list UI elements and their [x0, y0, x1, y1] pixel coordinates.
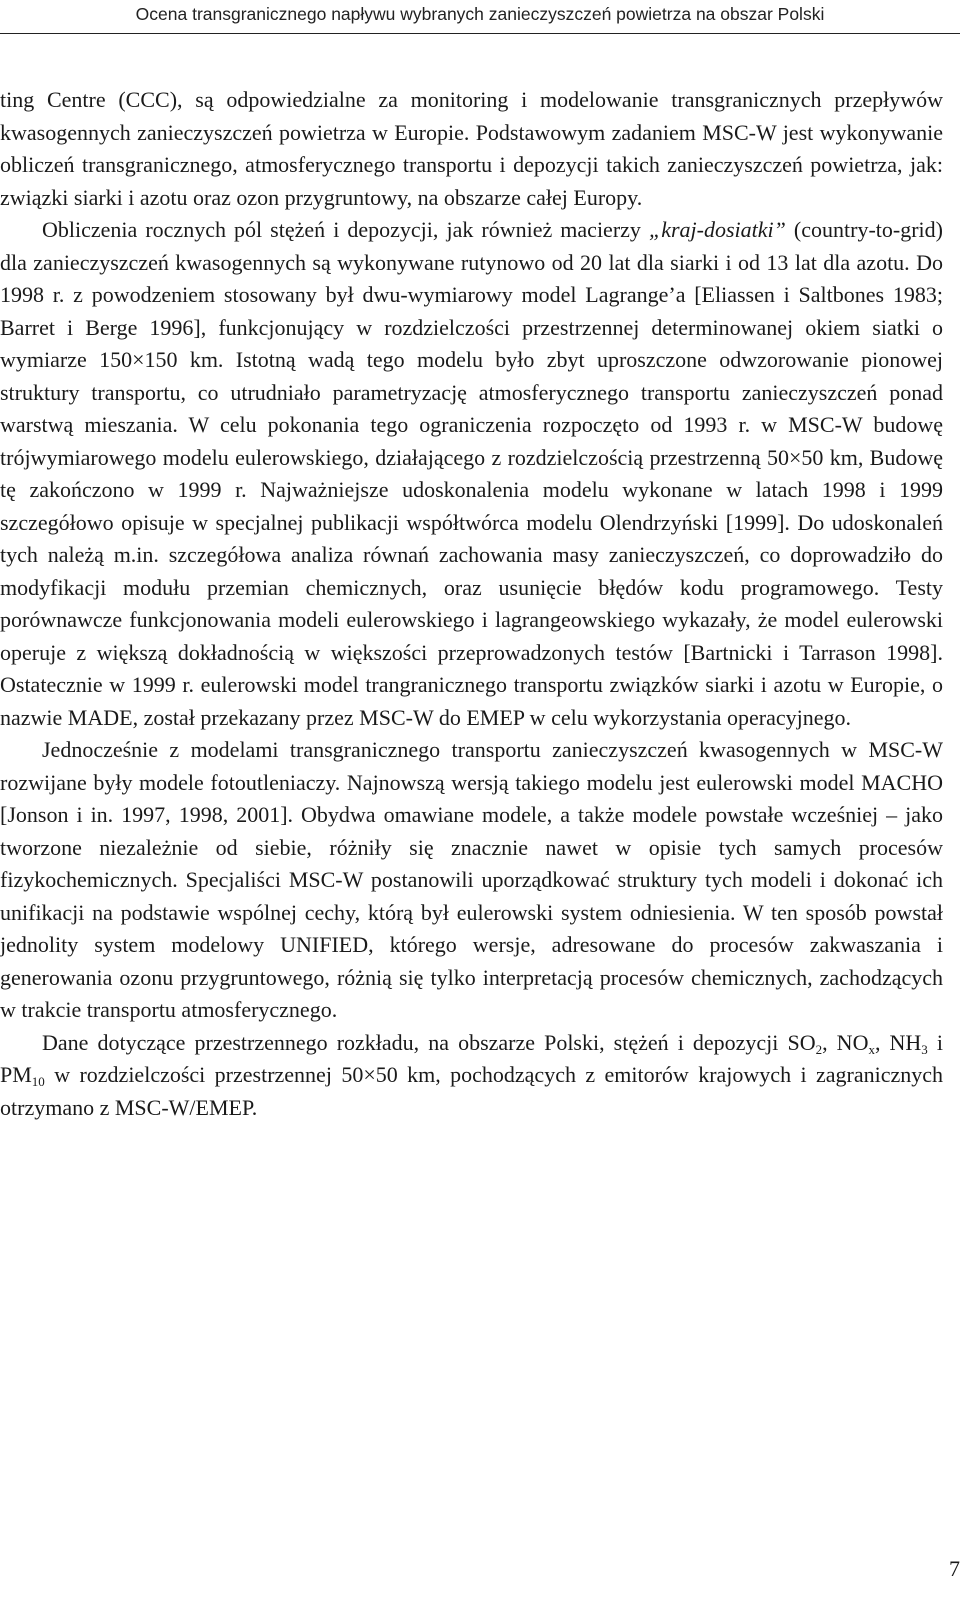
text-run: Jednocześnie z modelami transgranicznego transportu zanieczyszczeń kwasogennych w MSC-W rozwijane były modele fotoutleniaczy. Najnowszą wersją takiego modelu jest eulerowski model MACHO [Jonson i in. 1997, 1998, 2001]. Obydwa omawiane modele, a także modele powstałe wcześniej – jako tworzone niezależnie od siebie, różniły się znacznie nawet w opisie tych samych procesów fizykochemicznych. Specjaliści MSC-W postanowili uporządkować struktury tych modeli i dokonać ich unifikacji na podstawie wspólnej cechy, którą był eulerowski system odniesienia. W ten sposób powstał jednolity system modelowy UNIFIED, którego wersje, adresowane do procesów zakwaszania i generowania ozonu przygruntowego, różnią się tylko interpretacją procesów chemicznych, zachodzących w trakcie transportu atmosferycznego. [0, 737, 943, 1022]
subscript: 10 [31, 1074, 45, 1089]
paragraph-continuation [0, 84, 943, 214]
text-run: Dane dotyczące przestrzennego rozkładu, na obszarze Polski, stężeń i depozycji SO [42, 1029, 816, 1055]
text-run: i PM [0, 1029, 943, 1087]
body-text [0, 84, 943, 1124]
running-header: Ocena transgranicznego napływu wybranych zanieczyszczeń powietrza na obszar Polski [0, 0, 960, 34]
text-run: w rozdzielczości przestrzennej 50×50 km, pochodzących z emitorów krajowych i zagranicznych otrzymano z MSC-W/EMEP. [0, 1062, 943, 1120]
paragraph-unified-model [0, 734, 943, 1027]
paragraph-data-source [0, 1027, 943, 1125]
subscript: x [868, 1041, 875, 1057]
text-run: , NH [874, 1029, 922, 1055]
text-run: ting Centre (CCC), są odpowiedzialne za monitoring i modelowanie transgranicznych przepływów kwasogennych zanieczyszczeń powietrza w Europie. Podstawowym zadaniem MSC-W jest wykonywanie obliczeń transgranicznego, atmosferycznego transportu i depozycji takich zanieczyszczeń powietrza, jak: związki siarki i azotu oraz ozon przygruntowy, na obszarze całej Europy. [0, 87, 943, 210]
subscript: 2 [815, 1041, 823, 1057]
subscript: 3 [921, 1041, 928, 1057]
text-run: (country-to-grid) dla zanieczyszczeń kwasogennych są wykonywane rutynowo od 20 lat dla siarki i od 13 lat dla azotu. Do 1998 r. z powodzeniem stosowany był dwu-wymiarowy model Lagrange’a [Eliassen i Saltbones 1983; Barret i Berge 1996], funkcjonujący w rozdzielczości przestrzennej determinowanej okiem siatki o wymiarze 150×150 km. Istotną wadą tego modelu było zbyt uproszczone odwzorowanie pionowej struktury transportu, co utrudniało parametryzację atmosferycznego transportu zanieczyszczeń ponad warstwą mieszania. W celu pokonania tego ograniczenia rozpoczęto od 1993 r. w MSC-W budowę trójwymiarowego modelu eulerowskiego, działającego z rozdzielczością przestrzenną 50×50 km, Budowę tę zakończono w 1999 r. Najważniejsze udoskonalenia modelu wykonane w latach 1998 i 1999 szczegółowo opisuje w specjalnej publikacji współtwórca modelu Olendrzyński [1999]. Do udoskonaleń tych należą m.in. szczegółowa analiza równań zachowania masy zanieczyszczeń, co doprowadziło do modyfikacji modułu przemian chemicznych, oraz usunięcie błędów kodu programowego. Testy porównawcze funkcjonowania modeli eulerowskiego i lagrangeowskiego wykazały, że model eulerowski operuje z większą dokładnością w większości przeprowadzonych testów [Bartnicki i Tarrason 1998]. Ostatecznie w 1999 r. eulerowski model trangranicznego transportu związków siarki i azotu w Europie, o nazwie MADE, został przekazany przez MSC-W do EMEP w celu wykorzystania operacyjnego. [0, 217, 943, 730]
text-run: , NO [822, 1029, 869, 1055]
page-number: 7 [949, 1556, 960, 1581]
paragraph-model-history [0, 214, 943, 734]
italic-text: „kraj-dosiatki” [648, 217, 786, 242]
text-run: Obliczenia rocznych pól stężeń i depozycji, jak również macierzy [42, 217, 649, 242]
